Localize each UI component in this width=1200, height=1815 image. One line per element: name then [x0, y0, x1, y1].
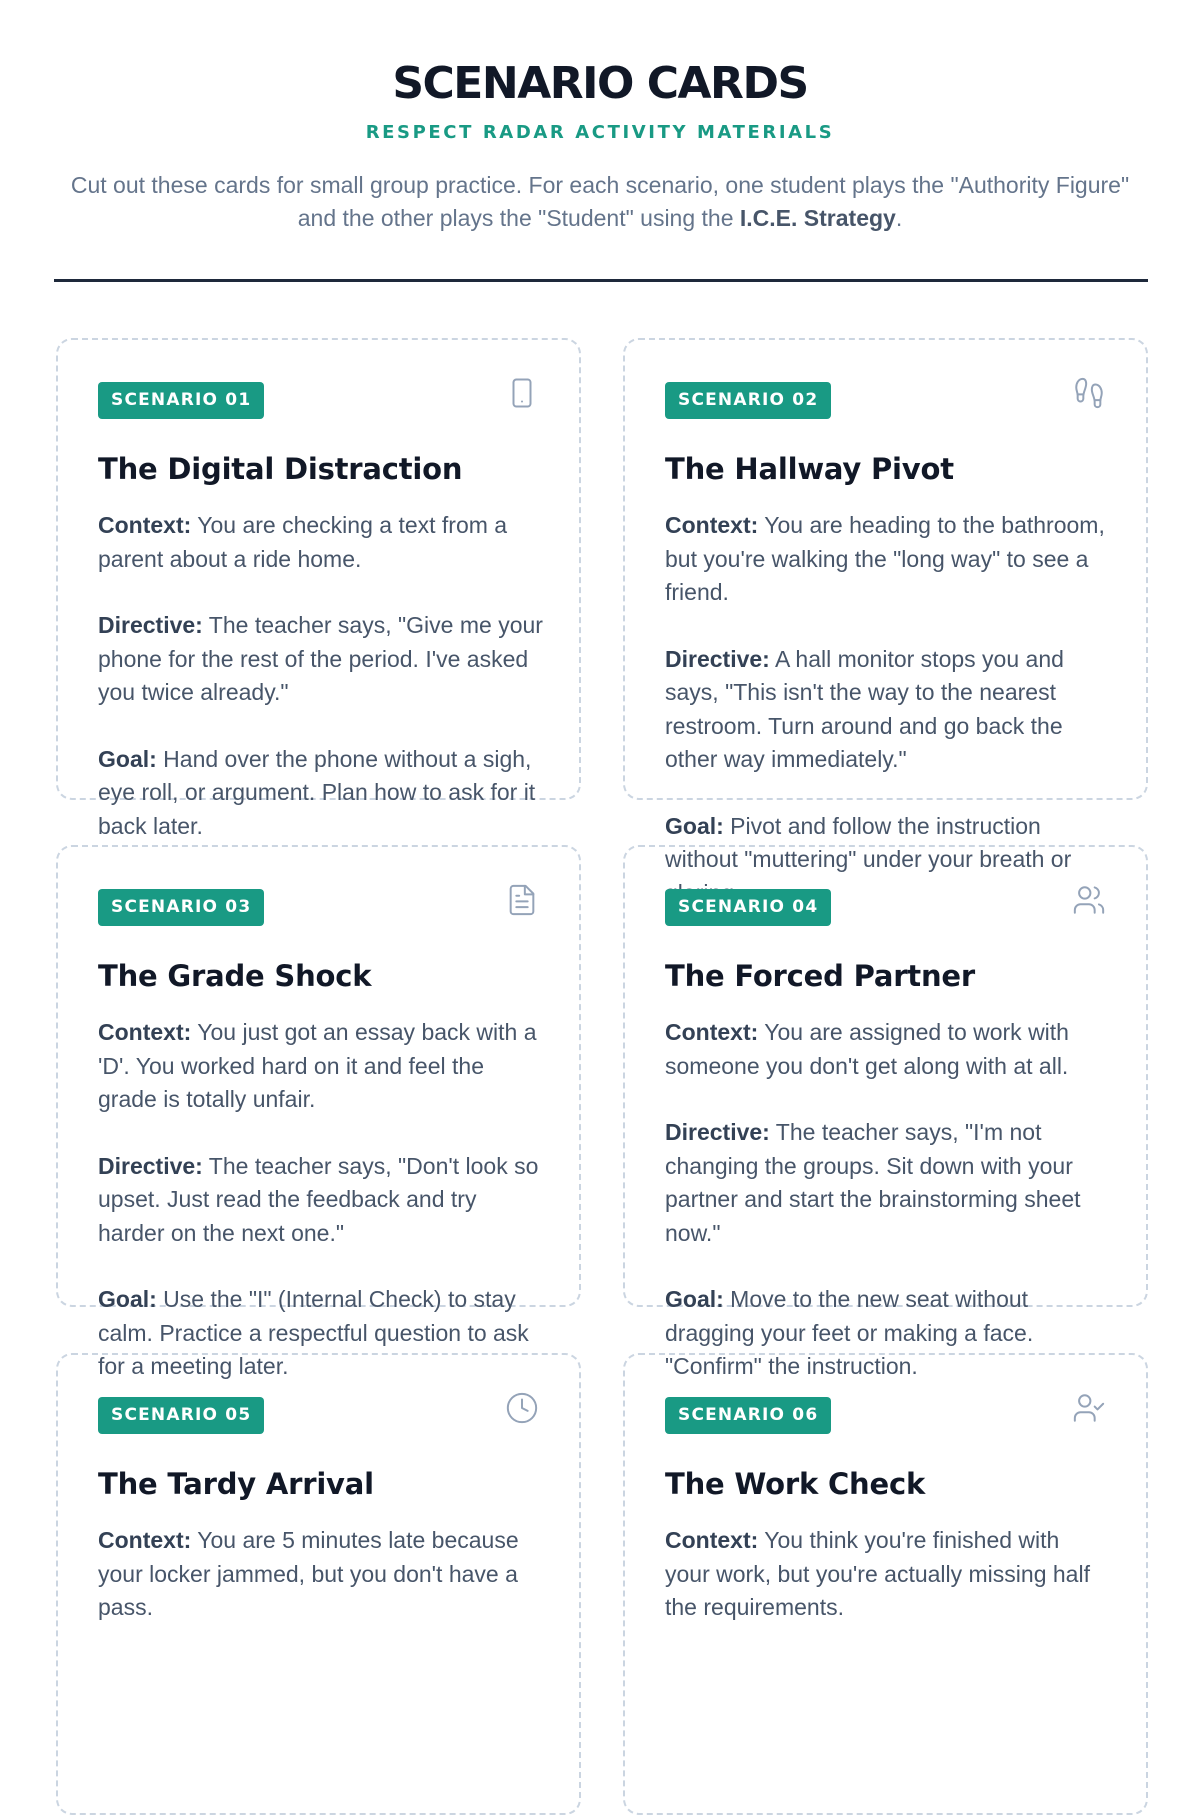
- scenario-goal: Goal: Move to the new seat without dragging your feet or making a face. "Confirm" the instruction.: [665, 1286, 1034, 1379]
- header-divider: [54, 279, 1148, 282]
- scenario-badge: SCENARIO 06: [665, 1397, 831, 1434]
- scenario-context: Context: You are 5 minutes late because your locker jammed, but you don't have a pass.: [98, 1527, 519, 1620]
- scenario-directive: Directive: The teacher says, "I'm not changing the groups. Sit down with your partner and start the brainstorming sheet now.": [665, 1119, 1081, 1246]
- intro-text: Cut out these cards for small group practice. For each scenario, one student plays the "Authority Figure" and the other plays the "Student" using the I.C.E. Strategy.: [70, 172, 1130, 231]
- scenario-card: [623, 338, 1148, 872]
- scenario-context: Context: You are assigned to work with someone you don't get along with at all.: [665, 1019, 1069, 1079]
- scenario-badge: SCENARIO 04: [665, 889, 831, 926]
- scenario-title: The Hallway Pivot: [665, 452, 954, 486]
- scenario-title: The Digital Distraction: [98, 452, 463, 486]
- scenario-card: [56, 1353, 581, 1815]
- scenario-directive: Directive: A hall monitor stops you and says, "This isn't the way to the nearest restroom. Turn around and go back the other way immediately.": [665, 645, 1064, 772]
- scenario-badge: SCENARIO 01: [98, 382, 264, 419]
- scenario-goal: Goal: Hand over the phone without a sigh, eye roll, or argument. Plan how to ask for it back later.: [98, 745, 536, 839]
- scenario-directive: Directive: The teacher says, "Give me your phone for the rest of the period. I've asked you twice already.": [98, 612, 543, 705]
- scenario-card: [56, 338, 581, 839]
- page-header: [0, 0, 1200, 235]
- scenario-title: The Grade Shock: [98, 959, 372, 993]
- strategy-name: I.C.E. Strategy: [739, 205, 896, 231]
- scenario-title: The Work Check: [665, 1467, 926, 1501]
- scenario-title: The Forced Partner: [665, 959, 975, 993]
- scenario-context: Context: You think you're finished with your work, but you're actually missing half the requirements.: [665, 1527, 1090, 1620]
- scenario-card: [623, 1353, 1148, 1815]
- scenario-badge: SCENARIO 02: [665, 382, 831, 419]
- scenario-directive: Directive: The teacher says, "Don't look so upset. Just read the feedback and try harder on the next one.": [98, 1152, 539, 1246]
- scenario-goal: Goal: Use the "I" (Internal Check) to stay calm. Practice a respectful question to ask for a meeting later.: [98, 1286, 529, 1379]
- scenario-goal: Goal: Pivot and follow the instruction without "muttering" under your breath or: [665, 812, 1072, 872]
- scenario-title: The Tardy Arrival: [98, 1467, 374, 1501]
- scenario-context: Context: You just got an essay back with a 'D'. You worked hard on it and feel the grade is totally unfair.: [98, 1019, 537, 1112]
- scenario-context: Context: You are checking a text from a parent about a ride home.: [98, 512, 508, 572]
- page-title: SCENARIO CARDS: [392, 58, 808, 109]
- scenario-badge: SCENARIO 03: [98, 889, 264, 926]
- scenario-context: Context: You are heading to the bathroom, but you're walking the "long way" to see a friend.: [665, 512, 1105, 605]
- scenario-card: [56, 845, 581, 1379]
- page-subtitle: RESPECT RADAR ACTIVITY MATERIALS: [365, 122, 835, 143]
- scenario-card: [623, 845, 1148, 1379]
- scenario-badge: SCENARIO 05: [98, 1397, 264, 1434]
